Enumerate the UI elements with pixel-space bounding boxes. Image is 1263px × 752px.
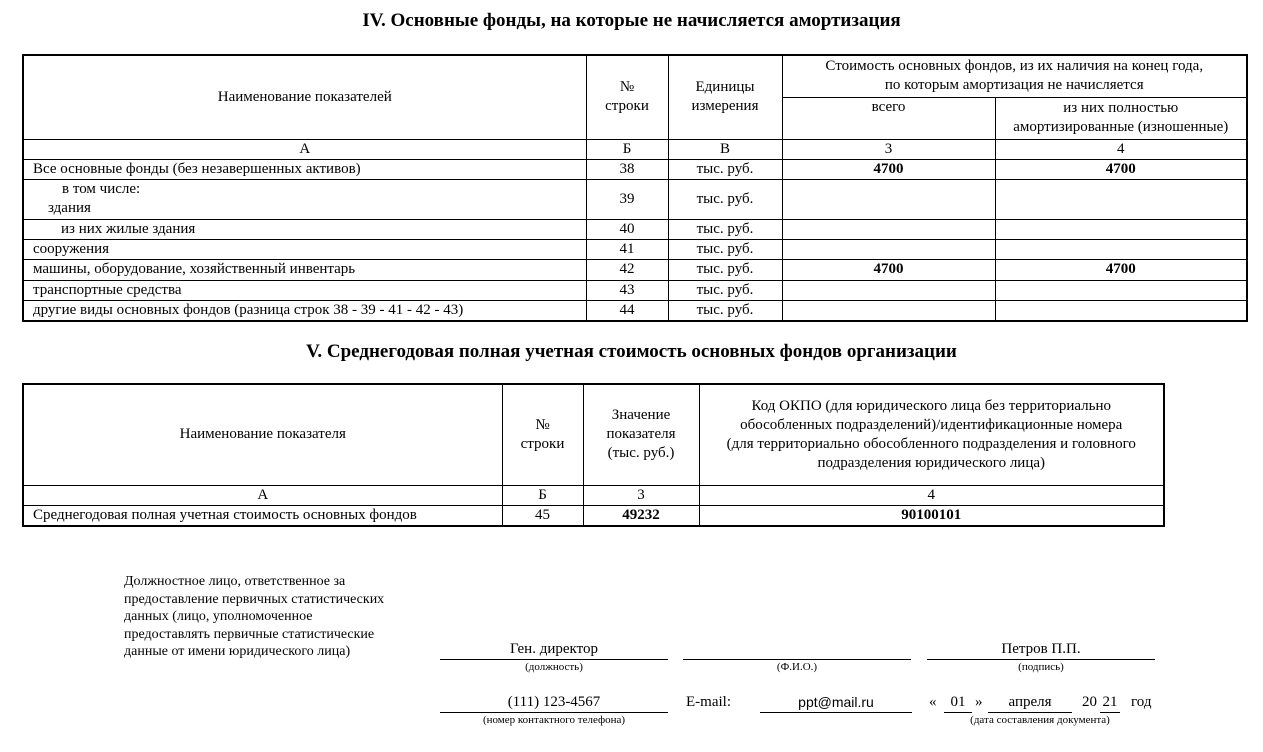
official-description (124, 573, 444, 661)
header-okpo-line3: (для территориально обособленного подразделения и головного (726, 435, 1136, 452)
official-line: Должностное лицо, ответственное за (124, 574, 346, 589)
row-total (782, 179, 995, 219)
row-unit: тыс. руб. (668, 300, 782, 321)
row-name-line1: в том числе: (62, 181, 141, 197)
date-year-line (1100, 712, 1120, 713)
header-units-line1: Единицы (695, 79, 755, 96)
code-cell: 4 (995, 139, 1247, 159)
phone-caption: (номер контактного телефона) (482, 714, 626, 726)
row-depreciated (995, 280, 1247, 300)
row-name (23, 179, 586, 219)
row-unit: тыс. руб. (668, 219, 782, 239)
position-line (440, 659, 668, 660)
header-cost (782, 55, 1247, 97)
table-row (23, 280, 1247, 300)
date-year[interactable]: 21 (1102, 694, 1118, 710)
email-line (760, 712, 912, 713)
row-unit: тыс. руб. (668, 159, 782, 179)
row-name: другие виды основных фондов (разница строк 38 - 39 - 41 - 42 - 43) (23, 300, 586, 321)
row-line-number: 42 (586, 259, 668, 280)
header-depreciated-line1: из них полностью (1063, 100, 1179, 116)
table-row (23, 259, 1247, 280)
row-depreciated (995, 239, 1247, 259)
row-total (782, 300, 995, 321)
row-name: транспортные средства (23, 280, 586, 300)
header-okpo-line2: обособленных подразделений)/идентификационные номера (740, 416, 1123, 433)
header-units (668, 55, 782, 139)
code-cell: Б (502, 485, 583, 505)
header-name: Наименование показателей (23, 55, 586, 139)
header-row-number-line2: строки (520, 435, 565, 452)
row-okpo: 90100101 (699, 505, 1164, 526)
fixed-assets-table (22, 54, 1248, 322)
row-depreciated (995, 219, 1247, 239)
table-row (23, 219, 1247, 239)
header-value-line2: показателя (606, 426, 676, 443)
row-name: сооружения (23, 239, 586, 259)
date-day-line (944, 712, 972, 713)
code-row (23, 139, 1247, 159)
table-row (23, 300, 1247, 321)
header-okpo (699, 384, 1164, 485)
email-label: E-mail: (686, 694, 731, 710)
official-line: предоставлять первичные статистические (124, 626, 375, 642)
date-month-line (988, 712, 1072, 713)
header-row-number-line2: строки (605, 98, 649, 115)
header-value-line3: (тыс. руб.) (607, 445, 675, 462)
header-depreciated-line2: амортизированные (изношенные) (1013, 119, 1229, 135)
row-name: Все основные фонды (без незавершенных активов) (23, 159, 586, 179)
row-depreciated: 4700 (995, 159, 1247, 179)
official-line: данные от имени юридического лица) (124, 644, 351, 659)
code-cell: Б (586, 139, 668, 159)
code-cell: В (668, 139, 782, 159)
header-cost-line2: по которым амортизация не начисляется (884, 77, 1144, 94)
date-year-suffix: год (1131, 694, 1152, 710)
email-value[interactable]: ppt@mail.ru (798, 694, 874, 710)
table-row (23, 505, 1164, 526)
date-close-quote: » (975, 694, 983, 710)
header-name: Наименование показателя (23, 384, 502, 485)
section-5-title: V. Среднегодовая полная учетная стоимость основных фондов организации (306, 341, 957, 362)
code-cell: 4 (699, 485, 1164, 505)
row-unit: тыс. руб. (668, 179, 782, 219)
row-unit: тыс. руб. (668, 259, 782, 280)
row-total: 4700 (782, 259, 995, 280)
code-cell: А (23, 485, 502, 505)
code-row (23, 485, 1164, 505)
row-total (782, 239, 995, 259)
header-value (583, 384, 699, 485)
row-line-number: 39 (586, 179, 668, 219)
fio-line (683, 659, 911, 660)
date-open-quote: « (929, 694, 937, 710)
phone-line (440, 712, 668, 713)
fio-caption: (Ф.И.О.) (776, 661, 818, 673)
table-row (23, 179, 1247, 219)
header-value-line1: Значение (611, 407, 671, 424)
header-depreciated (995, 97, 1247, 139)
row-name-line2: здания (48, 200, 91, 216)
date-caption: (дата составления документа) (970, 714, 1110, 726)
row-line-number: 43 (586, 280, 668, 300)
date-month[interactable]: апреля (1008, 694, 1052, 710)
header-row-number-line1: № (535, 416, 550, 433)
row-line-number: 45 (502, 505, 583, 526)
row-depreciated: 4700 (995, 259, 1247, 280)
row-unit: тыс. руб. (668, 239, 782, 259)
date-day[interactable]: 01 (950, 694, 966, 710)
row-total: 4700 (782, 159, 995, 179)
header-units-line2: измерения (691, 98, 759, 115)
code-cell: А (23, 139, 586, 159)
header-total: всего (782, 97, 995, 139)
position-caption: (должность) (525, 661, 583, 673)
row-line-number: 40 (586, 219, 668, 239)
row-name: из них жилые здания (23, 219, 586, 239)
header-row-number (502, 384, 583, 485)
position-value[interactable]: Ген. директор (510, 641, 598, 657)
date-year-prefix: 20 (1082, 694, 1097, 710)
row-line-number: 41 (586, 239, 668, 259)
row-depreciated (995, 300, 1247, 321)
row-value: 49232 (583, 505, 699, 526)
row-depreciated (995, 179, 1247, 219)
header-okpo-line1: Код ОКПО (для юридического лица без территориально (751, 397, 1112, 414)
signature-caption: (подпись) (1018, 661, 1064, 673)
official-line: предоставление первичных статистических (124, 591, 385, 607)
table-row (23, 159, 1247, 179)
row-total (782, 219, 995, 239)
row-line-number: 44 (586, 300, 668, 321)
signature-value[interactable]: Петров П.П. (1001, 641, 1081, 657)
row-line-number: 38 (586, 159, 668, 179)
row-unit: тыс. руб. (668, 280, 782, 300)
row-name: Среднегодовая полная учетная стоимость основных фондов (23, 505, 502, 526)
code-cell: 3 (782, 139, 995, 159)
header-cost-line1: Стоимость основных фондов, из их наличия на конец года, (825, 58, 1204, 75)
row-name: машины, оборудование, хозяйственный инвентарь (23, 259, 586, 280)
section-4-title: IV. Основные фонды, на которые не начисляется амортизация (362, 10, 901, 31)
row-total (782, 280, 995, 300)
header-row-number-line1: № (619, 79, 635, 96)
table-row (23, 239, 1247, 259)
header-okpo-line4: подразделения юридического лица) (817, 454, 1046, 471)
code-cell: 3 (583, 485, 699, 505)
signature-line (927, 659, 1155, 660)
average-cost-table (22, 383, 1165, 527)
phone-value[interactable]: (111) 123-4567 (507, 694, 601, 710)
header-row-number (586, 55, 668, 139)
official-line: данных (лицо, уполномоченное (124, 609, 313, 624)
